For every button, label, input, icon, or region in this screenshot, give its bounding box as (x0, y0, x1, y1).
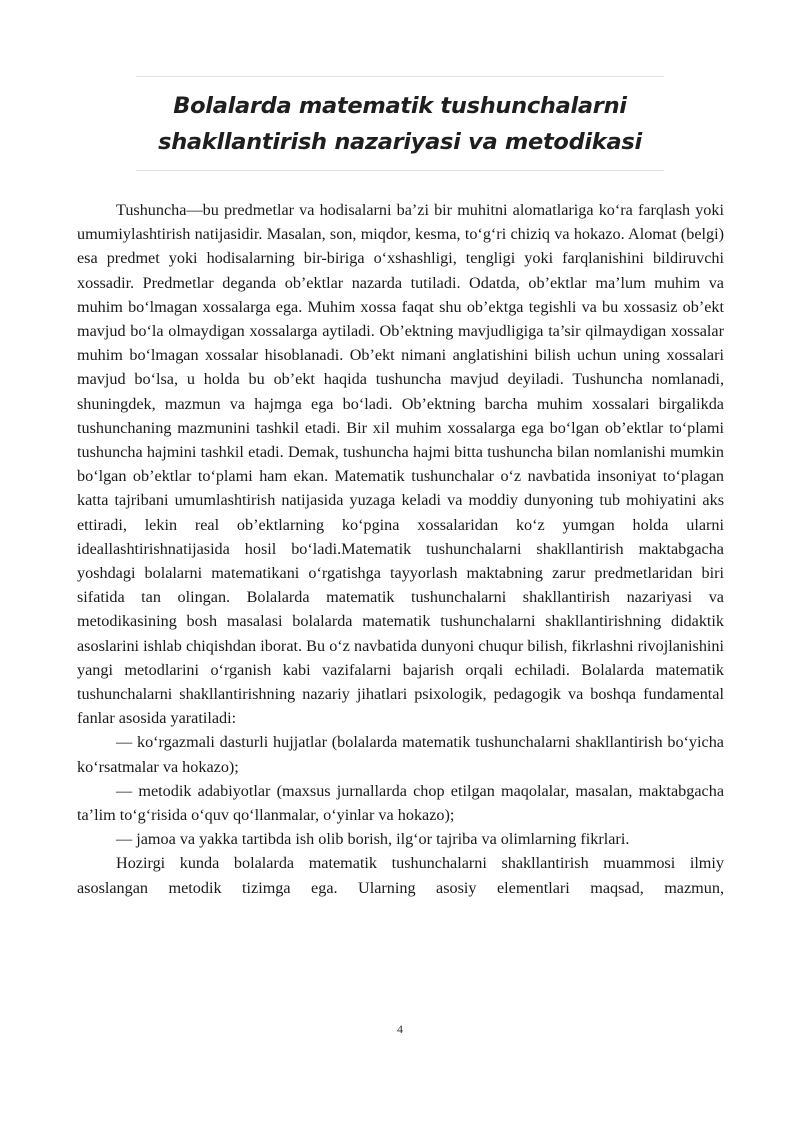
list-item-collective-work: — jamoa va yakka tartibda ish olib borish, ilg‘or tajriba va olimlarning fikrlari. (116, 830, 630, 849)
document-body (77, 198, 724, 900)
paragraph-current-state: Hozirgi kunda bolalarda matematik tushunchalarni shakllantirish muammosi ilmiy asoslangan metodik tizimga ega. Ularning asosiy elementlari maqsad, mazmun, (77, 854, 724, 897)
list-item-methodical-literature: — metodik adabiyotlar (maxsus jurnallarda chop etilgan maqolalar, masalan, maktabgacha ta’lim to‘g‘risida o‘quv qo‘llanmalar, o‘yinlar va hokazo); (77, 781, 724, 825)
title-bottom-rule (136, 170, 664, 171)
title-line-1: Bolalarda matematik tushunchalarni (173, 93, 627, 119)
document-title (80, 88, 720, 160)
list-item-visual-documents: — ko‘rgazmali dasturli hujjatlar (bolalarda matematik tushunchalarni shakllantirish bo‘yicha ko‘rsatmalar va hokazo); (77, 733, 724, 776)
title-line-2: shakllantirish nazariyasi va metodikasi (158, 129, 642, 155)
paragraph-definition: Tushuncha—bu predmetlar va hodisalarni ba’zi bir muhitni alomatlariga ko‘ra farqlash yoki umumiylashtirish natijasidir. Masalan, son, miqdor, kesma, to‘g‘ri chiziq va hokazo. Alomat (belgi) esa predmet yoki hodisalarning bir-biriga o‘xshashligi, tengligi yoki farqlanishini bildiruvchi xossadir. Predmetlar deganda ob’ektlar nazarda tutiladi. Odatda, ob’ektlar ma’lum muhim va muhim bo‘lmagan xossalarga ega. Muhim xossa faqat shu ob’ektga tegishli va bu xossasiz ob’ekt mavjud bo‘la olmaydigan xossalarga aytiladi. Ob’ektning mavjudligiga ta’sir qilmaydigan xossalar muhim bo‘lmagan xossalar hisoblanadi. Ob’ekt nimani anglatishini bilish uchun uning xossalari mavjud bo‘lsa, u holda bu ob’ekt haqida tushuncha mavjud deyiladi. Tushuncha nomlanadi, shuningdek, mazmun va hajmga ega bo‘ladi. Ob’ektning barcha muhim xossalari birgalikda tushunchaning mazmunini tashkil etadi. Bir xil muhim xossalarga ega bo‘lgan ob’ektlar to‘plami tushuncha hajmini tashkil etadi. Demak, tushuncha hajmi bitta tushuncha bilan nomlanishi mumkin bo‘lgan ob’ektlar to‘plami ham ekan. Matematik tushunchalar o‘z navbatida insoniyat to‘plagan katta tajribani umumlashtirish natijasida yuzaga keladi va moddiy dunyoning tub mohiyatini aks ettiradi, lekin real ob’ektlarning ko‘pgina xossalaridan ko‘z yumgan holda ularni ideallashtirishnatijasida hosil bo‘ladi.Matematik tushunchalarni shakllantirish maktabgacha yoshdagi bolalarni matematikani o‘rgatishga tayyorlash maktabning zarur predmetlaridan biri sifatida tan olingan. Bolalarda matematik tushunchalarni shakllantirish nazariyasi va metodikasining bosh masalasi bolalarda matematik tushunchalarni shakllantirishning didaktik asoslarini ishlab chiqishdan iborat. Bu o‘z navbatida dunyoni chuqur bilish, fikrlashni rivojlanishini yangi metodlarini o‘rganish kabi vazifalarni bajarish orqali echiladi. Bolalarda matematik tushunchalarni shakllantirishning nazariy jihatlari psixologik, pedagogik va boshqa fundamental fanlar asosida yaratiladi: (77, 201, 724, 728)
title-top-rule (136, 76, 664, 77)
page-number: 4 (397, 1022, 403, 1036)
